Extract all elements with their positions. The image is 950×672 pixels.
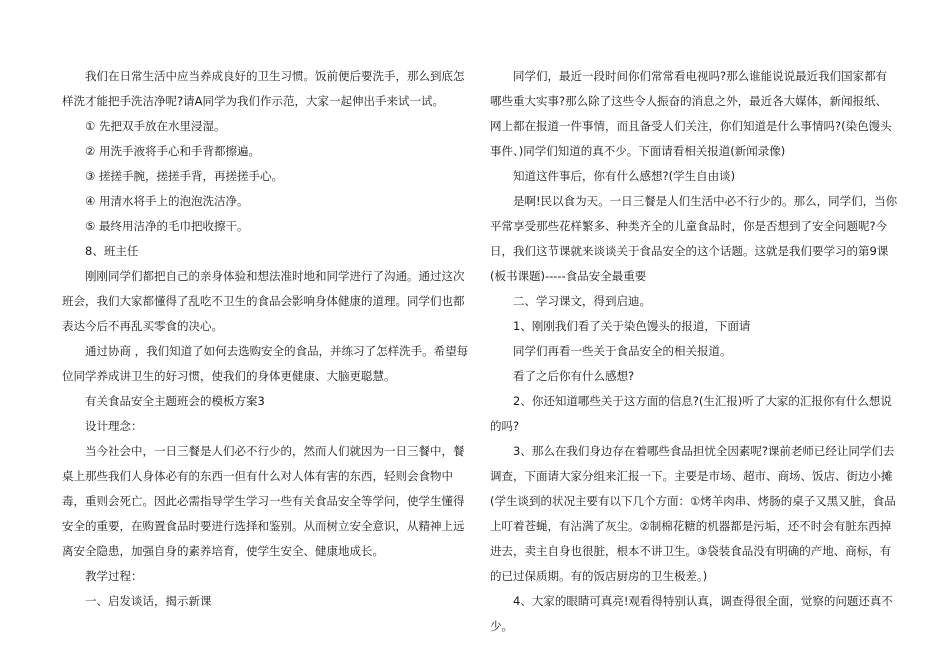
document-title: 有关食品安全主题班会的模板方案3 — [85, 394, 265, 408]
paragraph: 同学们再看一些关于食品安全的相关报道。 — [513, 344, 732, 358]
paragraph: 看了之后你有什么感想? — [513, 369, 635, 383]
step-item: ④ 用清水将手上的泡泡洗洁净。 — [85, 194, 249, 208]
left-column — [62, 64, 470, 614]
right-column — [490, 64, 898, 639]
paragraph: 2、你还知道哪些关于这方面的信息?(生汇报)听了大家的汇报你有什么想说的吗? — [490, 394, 892, 433]
paragraph: 知道这件事后，你有什么感想?(学生自由谈) — [513, 169, 736, 183]
section-heading: 设计理念： — [85, 419, 143, 433]
section-heading: 8、班主任 — [85, 244, 139, 258]
section-heading: 一、启发谈话，揭示新课 — [85, 594, 212, 608]
step-item: ② 用洗手液将手心和手背都擦遍。 — [85, 144, 260, 158]
paragraph: 刚刚同学们都把自己的亲身体验和想法准时地和同学进行了沟通。通过这次班会，我们大家都懂得了乱吃不卫生的食品会影响身体健康的道理。同学们也都表达今后不再乱买零食的决心。 — [62, 269, 465, 333]
paragraph: 通过协商 ，我们知道了如何去选购安全的食品，并练习了怎样洗手。希望每位同学养成讲卫生的好习惯，使我们的身体更健康、大脑更聪慧。 — [62, 344, 469, 383]
section-heading: 二、学习课文，得到启迪。 — [513, 294, 651, 308]
step-item: ③ 搓搓手腕，搓搓手背，再搓搓手心。 — [85, 169, 283, 183]
paragraph: 我们在日常生活中应当养成良好的卫生习惯。饭前便后要洗手，那么到底怎样洗才能把手洗洁净呢?请A同学为我们作示范，大家一起伸出手来试一试。 — [62, 69, 465, 108]
step-item: ① 先把双手放在水里浸湿。 — [85, 119, 226, 133]
step-item: ⑤ 最终用洁净的毛巾把收擦干。 — [85, 219, 249, 233]
paragraph: 当今社会中，一日三餐是人们必不行少的，然而人们就因为一日三餐中，餐桌上那些我们人身体必有的东西一但有什么对人体有害的东西，轻则会食物中毒，重则会死亡。因此必需指导学生学习一些有关食品安全等学问，使学生懂得安全的重要，在购置食品时要进行选择和鉴别。从而树立安全意识，从精神上远离安全隐患，加强自身的素养培育，使学生安全、健康地成长。 — [62, 444, 465, 558]
paragraph: 1、刚刚我们看了关于染色馒头的报道，下面请 — [513, 319, 751, 333]
paragraph: 4、大家的眼睛可真亮!观看得特别认真，调查得很全面，觉察的问题还真不少。 — [490, 594, 893, 633]
paragraph: 3、那么在我们身边存在着哪些食品担忧全因素呢?课前老师已经让同学们去调查，下面请大家分组来汇报一下。主要是市场、超市、商场、饭店、街边小摊(学生谈到的状况主要有以下几个方面：①烤羊肉串、烤肠的桌子又黑又脏，食品上叮着苍蝇，有沾满了灰尘。②制棉花糖的机器都是污垢，还不时会有脏东西掉进去，卖主自身也很脏，根本不讲卫生。③袋装食品没有明确的产地、商标，有的已过保质期。有的饭店厨房的卫生极差。) — [490, 444, 896, 583]
paragraph: 同学们，最近一段时间你们常常看电视吗?那么谁能说说最近我们国家都有哪些重大实事?那么除了这些令人振奋的消息之外，最近各大媒体，新闻报纸、网上都在报道一件事情，而且备受人们关注，你们知道是什么事情吗?(染色馒头事件、)同学们知道的真不少。下面请看相关报道(新闻录像) — [490, 69, 892, 158]
paragraph: 是啊!民以食为天。一日三餐是人们生活中必不行少的。那么，同学们，当你平常享受那些花样繁多、种类齐全的儿童食品时，你是否想到了安全问题呢?今日，我们这节课就来谈谈关于食品安全的这个话题。这就是我们要学习的第9课(板书课题)-----食品安全最重要 — [490, 194, 898, 283]
section-heading: 教学过程： — [85, 569, 143, 583]
